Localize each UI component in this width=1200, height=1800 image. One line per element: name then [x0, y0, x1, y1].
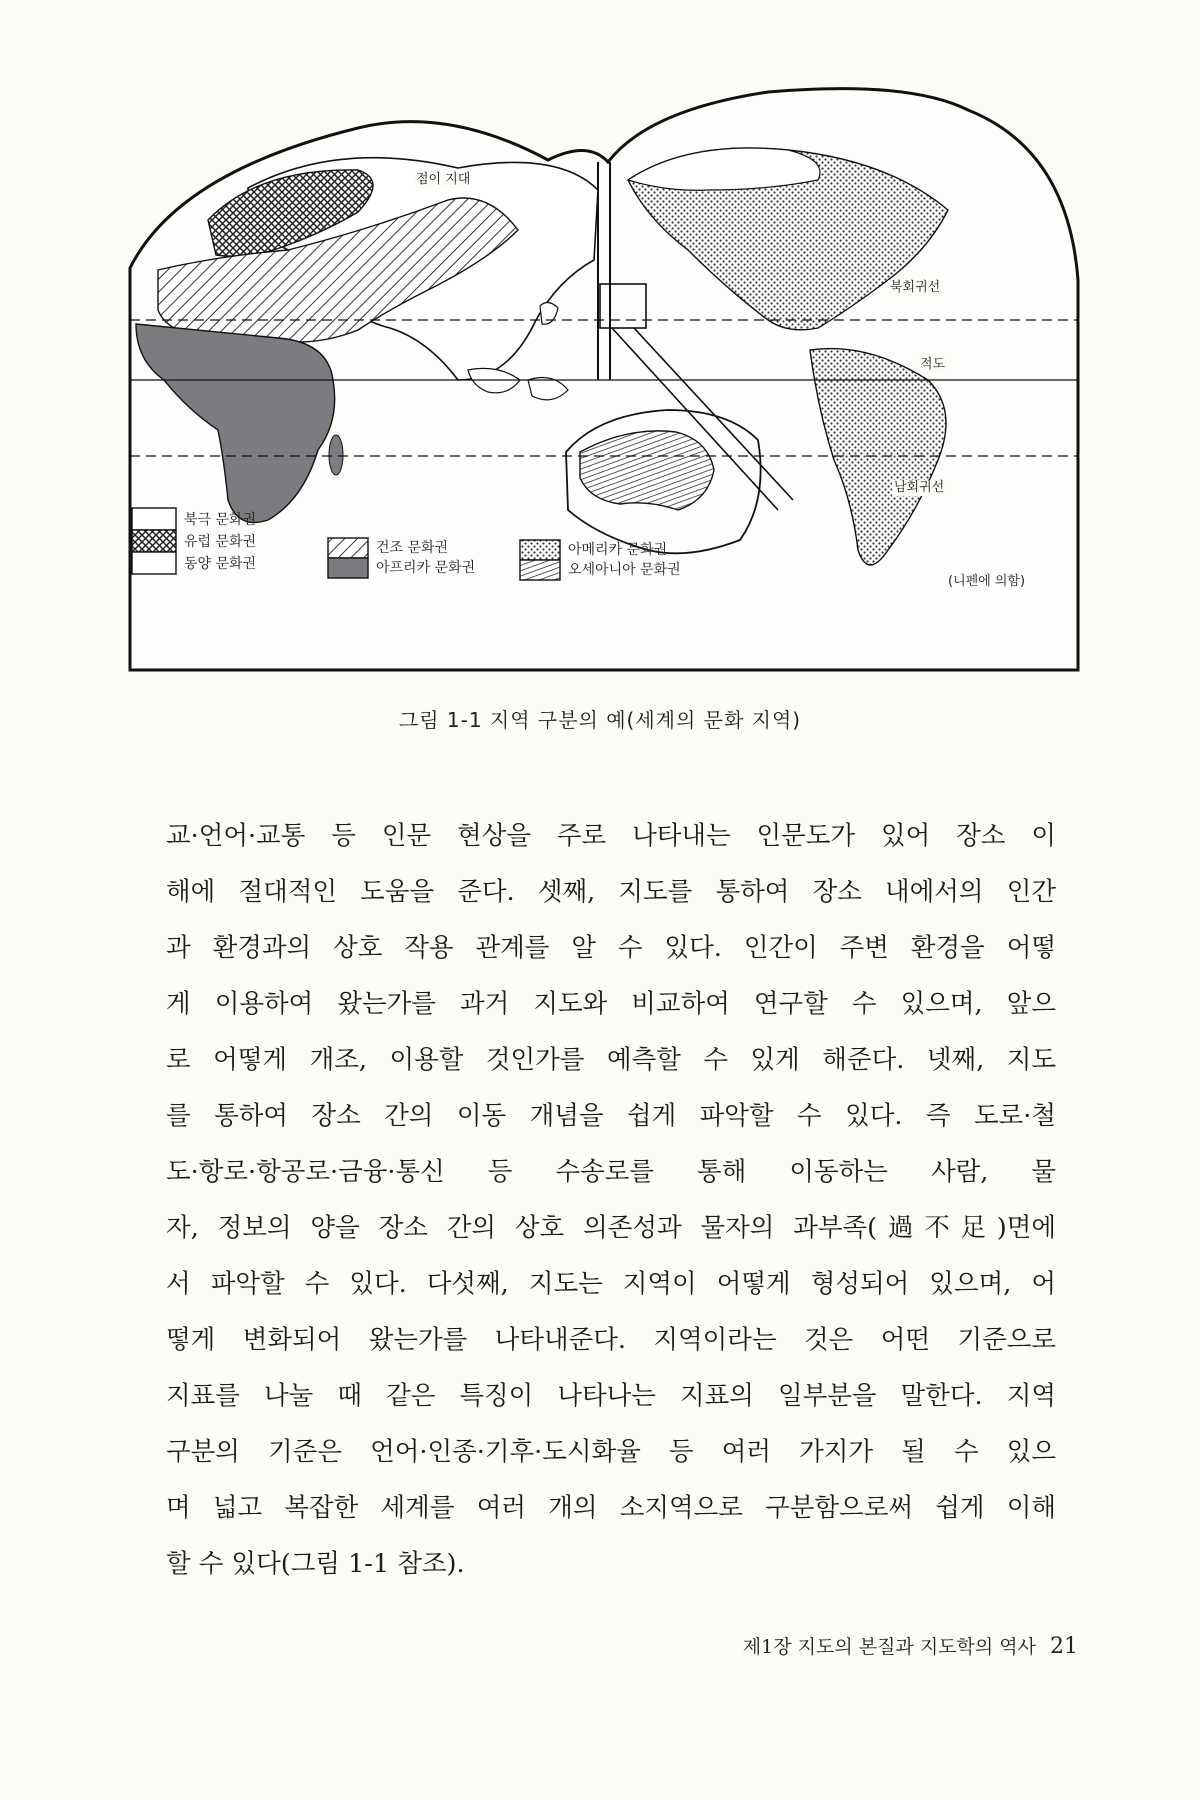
figure-source-note: (니펜에 의함) [948, 574, 1026, 589]
body-line-9: 서 파악할 수 있다. 다섯째, 지도는 지역이 어떻게 형성되어 있으며, 어 [166, 1269, 1056, 1299]
body-line-1: 교·언어·교통 등 인문 현상을 주로 나타내는 인문도가 있어 장소 이 [166, 821, 1056, 851]
body-line-2: 해에 절대적인 도움을 준다. 셋째, 지도를 통하여 장소 내에서의 인간 [166, 877, 1056, 907]
running-footer [743, 1632, 1078, 1659]
body-paragraph [166, 808, 1056, 1592]
legend-label-oceania: 오세아니아 문화권 [568, 562, 681, 578]
label-equator: 적도 [920, 357, 946, 372]
legend-label-oriental: 동양 문화권 [184, 556, 257, 572]
body-line-10: 떻게 변화되어 왔는가를 나타내준다. 지역이라는 것은 어떤 기준으로 [166, 1325, 1056, 1355]
figure-caption: 그림 1-1 지역 구분의 예(세계의 문화 지역) [398, 708, 802, 732]
body-line-7: 도·항로·항공로·금융·통신 등 수송로를 통해 이동하는 사람, 물 [166, 1157, 1056, 1187]
body-line-14: 할 수 있다(그림 1-1 참조). [166, 1549, 465, 1579]
page-number: 21 [1050, 1634, 1078, 1659]
legend-label-europe: 유럽 문화권 [184, 534, 257, 550]
chapter-title: 제1장 지도의 본질과 지도학의 역사 [742, 1636, 1036, 1658]
australia-region [580, 431, 714, 510]
body-line-6: 를 통하여 장소 간의 이동 개념을 쉽게 파악할 수 있다. 즉 도로·철 [166, 1101, 1056, 1131]
body-line-11: 지표를 나눌 때 같은 특징이 나타나는 지표의 일부분을 말한다. 지역 [166, 1381, 1056, 1411]
legend-label-arctic: 북극 문화권 [184, 512, 257, 528]
legend-label-america: 아메리카 문화권 [568, 542, 668, 558]
world-culture-map-figure [128, 80, 1100, 672]
body-line-8: 자, 정보의 양을 장소 간의 상호 의존성과 물자의 과부족(過不足)면에 [166, 1213, 1056, 1243]
legend-label-arid: 건조 문화권 [376, 540, 449, 556]
legend-label-africa: 아프리카 문화권 [376, 560, 476, 576]
body-line-3: 과 환경과의 상호 작용 관계를 알 수 있다. 인간이 주변 환경을 어떻 [166, 933, 1056, 963]
label-steppe: 점이 지대 [416, 172, 471, 187]
body-line-13: 며 넓고 복잡한 세계를 여러 개의 소지역으로 구분함으로써 쉽게 이해 [166, 1493, 1056, 1523]
body-line-4: 게 이용하여 왔는가를 과거 지도와 비교하여 연구할 수 있으며, 앞으 [166, 989, 1056, 1019]
body-line-5: 로 어떻게 개조, 이용할 것인가를 예측할 수 있게 해준다. 넷째, 지도 [166, 1045, 1056, 1075]
label-tropic-of-cancer: 북회귀선 [890, 280, 941, 295]
body-line-12: 구분의 기준은 언어·인종·기후·도시화율 등 여러 가지가 될 수 있으 [166, 1437, 1056, 1467]
label-tropic-of-capricorn: 남회귀선 [894, 480, 945, 495]
